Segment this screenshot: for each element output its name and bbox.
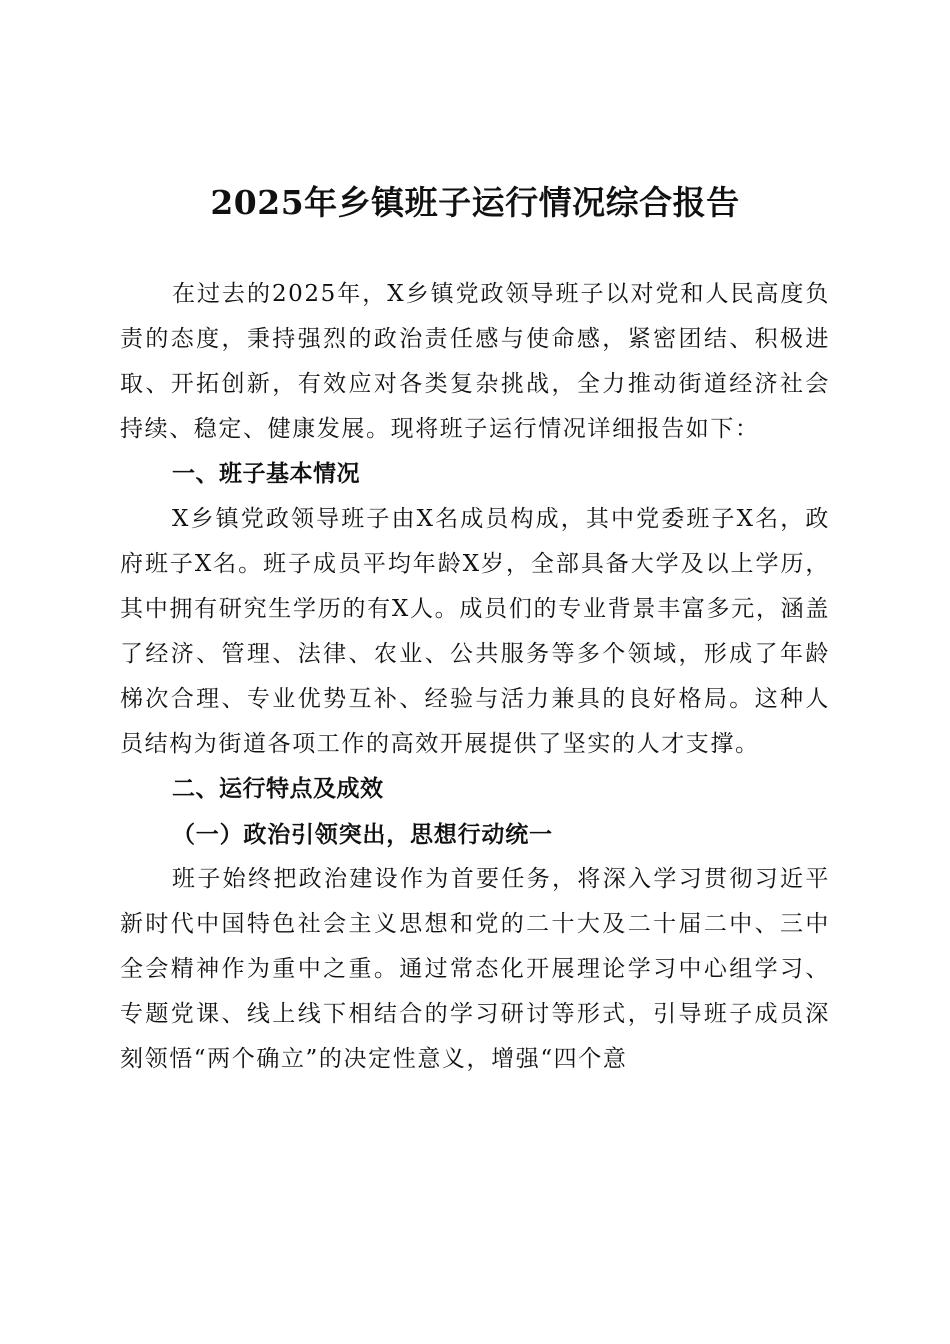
- intro-paragraph: 在过去的2025年，X乡镇党政领导班子以对党和人民高度负责的态度，秉持强烈的政治责任感与使命感，紧密团结、积极进取、开拓创新，有效应对各类复杂挑战，全力推动街道经济社会持续、稳定、健康发展。现将班子运行情况详细报告如下：: [120, 281, 830, 442]
- section-2-heading: 二、运行特点及成效: [172, 776, 384, 802]
- section-1-heading: 一、班子基本情况: [172, 461, 360, 487]
- document-body: [120, 272, 830, 1082]
- section-1-paragraph: X乡镇党政领导班子由X名成员构成，其中党委班子X名，政府班子X名。班子成员平均年龄X岁，全部具备大学及以上学历，其中拥有研究生学历的有X人。成员们的专业背景丰富多元，涵盖了经济、管理、法律、农业、公共服务等多个领域，形成了年龄梯次合理、专业优势互补、经验与活力兼具的良好格局。这种人员结构为街道各项工作的高效开展提供了坚实的人才支撑。: [120, 506, 830, 757]
- section-2-subheading-1: （一）政治引领突出，思想行动统一: [172, 821, 553, 848]
- document-title: 2025年乡镇班子运行情况综合报告: [210, 183, 740, 222]
- section-2-sub-1-paragraph: 班子始终把政治建设作为首要任务，将深入学习贯彻习近平新时代中国特色社会主义思想和党的二十大及二十届二中、三中全会精神作为重中之重。通过常态化开展理论学习中心组学习、专题党课、线上线下相结合的学习研讨等形式，引导班子成员深刻领悟“两个确立”的决定性意义，增强“四个意: [120, 866, 830, 1072]
